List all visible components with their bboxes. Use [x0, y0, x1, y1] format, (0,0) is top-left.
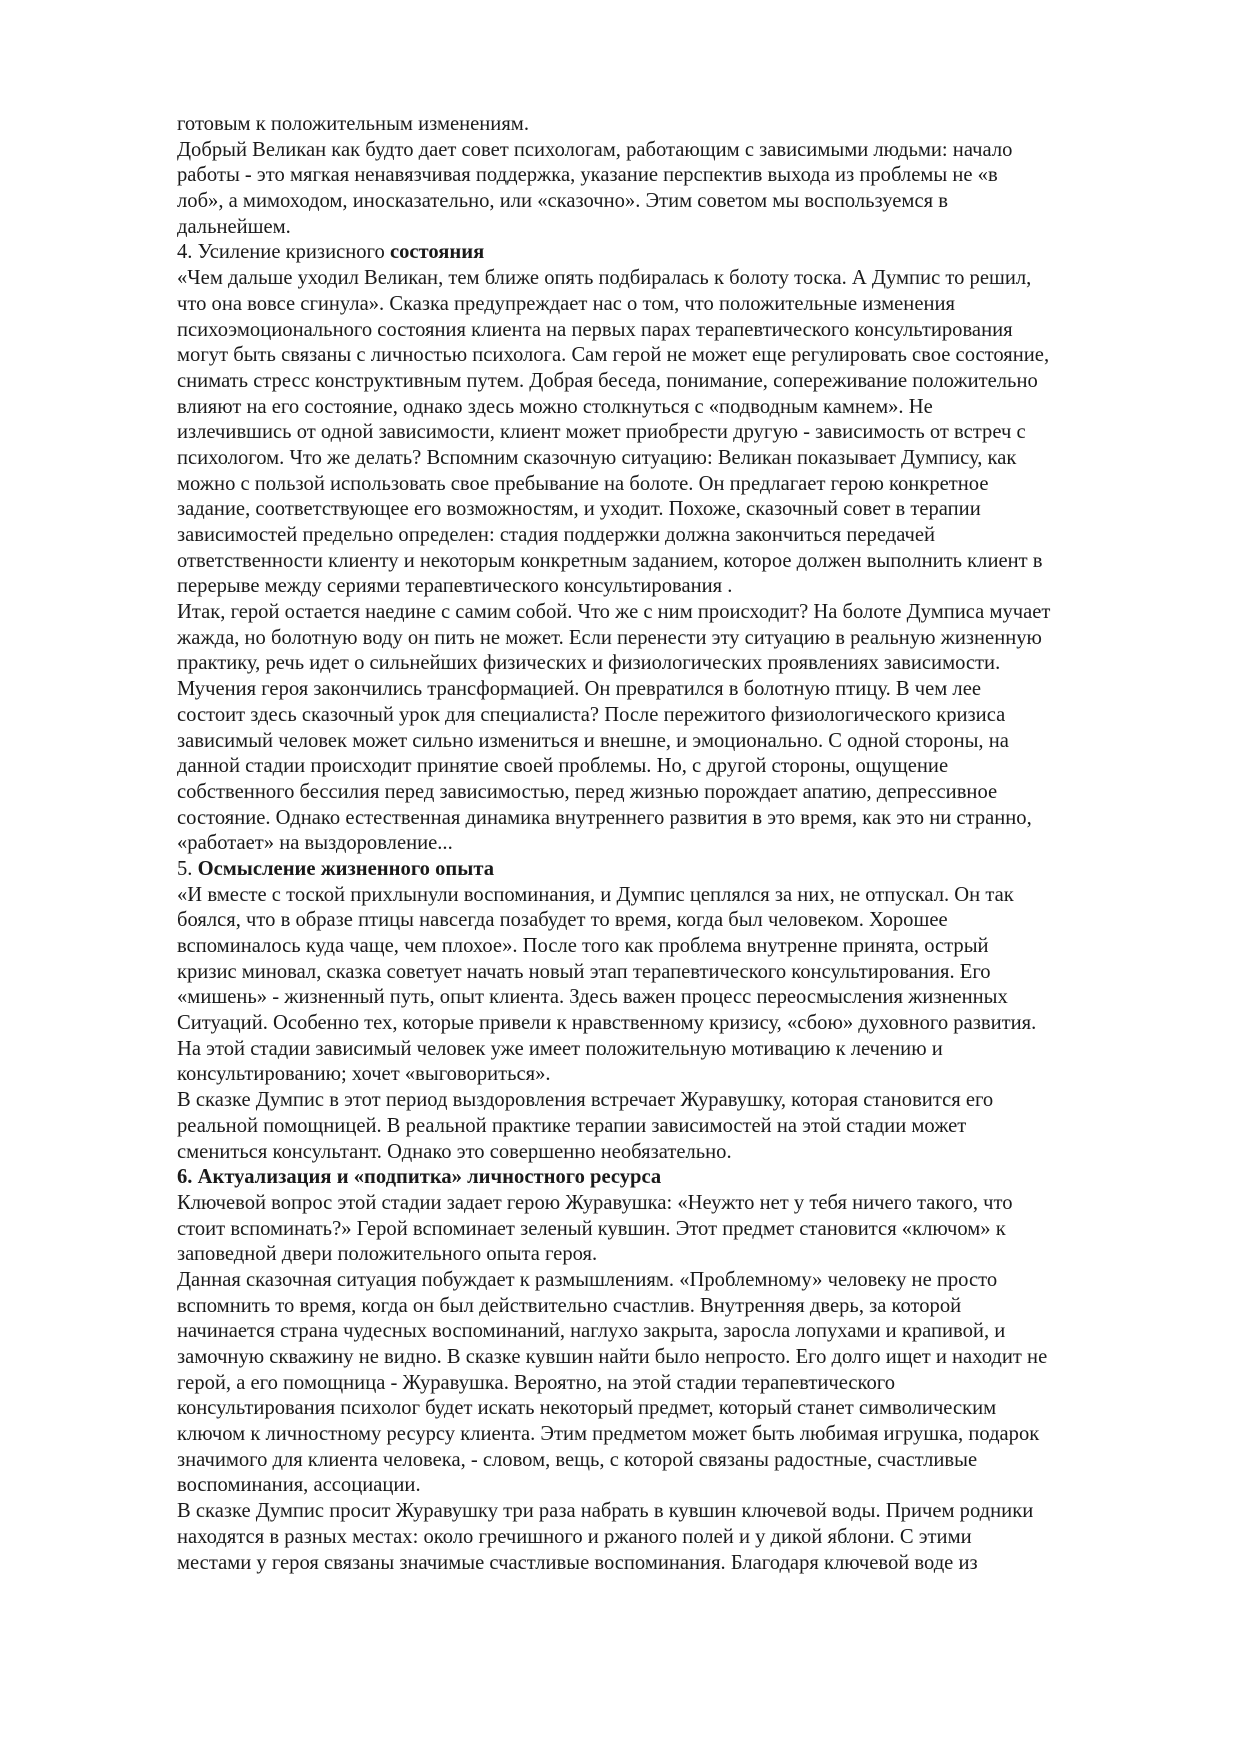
text-line: заповедной двери положительного опыта героя. — [177, 1243, 598, 1266]
text-line: ключом к личностному ресурсу клиента. Этим предметом может быть любимая игрушка, подарок — [177, 1423, 1040, 1446]
text-line: «работает» на выздоровление... — [177, 832, 453, 855]
text-line: зависимостей предельно определен: стадия поддержки должна закончиться передачей — [177, 524, 936, 546]
text-line: лоб», а мимоходом, иносказательно, или «сказочно». Этим советом мы воспользуемся в — [177, 190, 948, 213]
text-line: замочную скважину не видно. В сказке кувшин найти было непросто. Его долго ищет и находит не — [177, 1346, 1048, 1368]
text-line: вспомнить то время, когда он был действительно счастлив. Внутренняя дверь, за которой — [177, 1294, 962, 1317]
text-line: На этой стадии зависимый человек уже имеет положительную мотивацию к лечению и — [177, 1037, 943, 1060]
text-line: Мучения героя закончились трансформацией. Он превратился в болотную птицу. В чем лее — [177, 678, 981, 701]
text-line: Добрый Великан как будто дает совет психологам, работающим с зависимыми людьми: начало — [177, 138, 1013, 161]
text-line: влияют на его состояние, однако здесь можно столкнуться с «подводным камнем». Не — [177, 395, 933, 418]
section-heading-4 — [177, 240, 1152, 266]
text-line: смениться консультант. Однако это совершенно необязательно. — [177, 1140, 732, 1163]
text-line: снимать стресс конструктивным путем. Добрая беседа, понимание, сопереживание положительно — [177, 369, 1038, 392]
text-line — [177, 266, 1152, 292]
text-line: «И вместе с тоской прихлынули воспоминания, и Думпис цеплялся за них, не отпускал. Он так — [177, 883, 1014, 906]
text-line: В сказке Думпис просит Журавушку три раза набрать в кувшин ключевой воды. Причем родники — [177, 1500, 1034, 1523]
text-line: консультирования психолог будет искать некоторый предмет, который станет символическим — [177, 1397, 997, 1420]
text-line: собственного бессилия перед зависимостью, перед жизнью порождает апатию, депрессивное — [177, 780, 998, 803]
text-line: практику, речь идет о сильнейших физических и физиологических проявлениях зависимости. — [177, 652, 1001, 675]
heading-4-bold: состояния — [389, 241, 485, 264]
text-line: готовым к положительным изменениям. — [177, 113, 529, 135]
text-line: находятся в разных местах: около гречишного и ржаного полей и у дикой яблони. С этими — [177, 1525, 972, 1548]
text-line: боялся, что в образе птицы навсегда позабудет то время, когда был человеком. Хорошее — [177, 909, 948, 932]
text-line: что она вовсе сгинула». Сказка предупреждает нас о том, что положительные изменения — [177, 292, 955, 315]
text-line: психологом. Что же делать? Вспомним сказочную ситуацию: Великан показывает Думпису, как — [177, 446, 1017, 469]
section-heading-6 — [177, 1165, 1152, 1191]
text-line: Итак, герой остается наедине с самим собой. Что же с ним происходит? На болоте Думписа мучает — [177, 601, 1051, 624]
text-line: Ситуаций. Особенно тех, которые привели к нравственному кризису, «сбою» духовного развития. — [177, 1012, 1037, 1035]
text-line: состояние. Однако естественная динамика внутреннего развития в это время, как это ни странно, — [177, 806, 1032, 829]
text-line: можно с пользой использовать свое пребывание на болоте. Он предлагает герою конкретное — [177, 472, 989, 495]
text-line: «мишень» - жизненный путь, опыт клиента. Здесь важен процесс переосмысления жизненных — [177, 986, 1008, 1009]
heading-4-number: 4. Усиление кризисного — [177, 241, 390, 264]
text-line: Ключевой вопрос этой стадии задает герою Журавушка: «Неужто нет у тебя ничего такого, что — [177, 1191, 1013, 1214]
text-line: дальнейшем. — [177, 215, 291, 238]
heading-6-bold: 6. Актуализация и «подпитка» личностного ресурса — [177, 1166, 662, 1189]
text-line: состоит здесь сказочный урок для специалиста? После пережитого физиологического кризиса — [177, 703, 1006, 726]
text-line: кризис миновал, сказка советует начать новый этап терапевтического консультирования. Его — [177, 960, 991, 983]
heading-5-number: 5. — [177, 857, 198, 880]
text-line-content: Чем дальше уходил Великан, тем ближе опять подбиралась к болоту тоска. А Думпис то решил, — [187, 267, 1032, 290]
text-line: данной стадии происходит принятие своей проблемы. Но, с другой стороны, ощущение — [177, 755, 949, 778]
text-line: перерыве между сериями терапевтического консультирования . — [177, 575, 733, 598]
text-line: могут быть связаны с личностью психолога. Сам герой не может еще регулировать свое состояние, — [177, 344, 1050, 367]
text-line: значимого для клиента человека, - словом, вещь, с которой связаны радостные, счастливые — [177, 1448, 978, 1471]
text-line: вспоминалось куда чаще, чем плохое». После того как проблема внутренне принята, острый — [177, 935, 989, 957]
text-line: местами у героя связаны значимые счастливые воспоминания. Благодаря ключевой воде из — [177, 1551, 978, 1574]
quote-open: « — [177, 267, 188, 290]
text-line: герой, а его помощница - Журавушка. Вероятно, на этой стадии терапевтического — [177, 1371, 896, 1394]
document-page — [177, 112, 1152, 1576]
text-line: жажда, но болотную воду он пить не может. Если перенести эту ситуацию в реальную жизненную — [177, 626, 1042, 649]
text-line: излечившись от одной зависимости, клиент может приобрести другую - зависимость от встреч с — [177, 421, 1026, 444]
text-line: консультированию; хочет «выговориться». — [177, 1063, 551, 1086]
text-line: В сказке Думпис в этот период выздоровления встречает Журавушку, которая становится его — [177, 1089, 994, 1112]
text-line: работы - это мягкая ненавязчивая поддержка, указание перспектив выхода из проблемы не «в — [177, 164, 998, 187]
text-line: задание, соответствующее его возможностям, и уходит. Похоже, сказочный совет в терапии — [177, 498, 981, 521]
text-line: Данная сказочная ситуация побуждает к размышлениям. «Проблемному» человеку не просто — [177, 1268, 998, 1291]
text-line: реальной помощницей. В реальной практике терапии зависимостей на этой стадии может — [177, 1114, 967, 1137]
text-line: воспоминания, ассоциации. — [177, 1474, 421, 1497]
heading-5-bold: Осмысление жизненного опыта — [197, 857, 495, 880]
text-line: ответственности клиенту и некоторым конкретным заданием, которое должен выполнить клиент в — [177, 549, 1043, 572]
text-line: стоит вспоминать?» Герой вспоминает зеленый кувшин. Этот предмет становится «ключом» к — [177, 1217, 1006, 1240]
section-heading-5 — [177, 857, 1152, 883]
text-line: психоэмоционального состояния клиента на первых парах терапевтического консультирования — [177, 318, 1013, 341]
text-line: зависимый человек может сильно измениться и внешне, и эмоционально. С одной стороны, на — [177, 729, 1009, 752]
text-line: начинается страна чудесных воспоминаний, наглухо закрыта, заросла лопухами и крапивой, и — [177, 1320, 1006, 1343]
